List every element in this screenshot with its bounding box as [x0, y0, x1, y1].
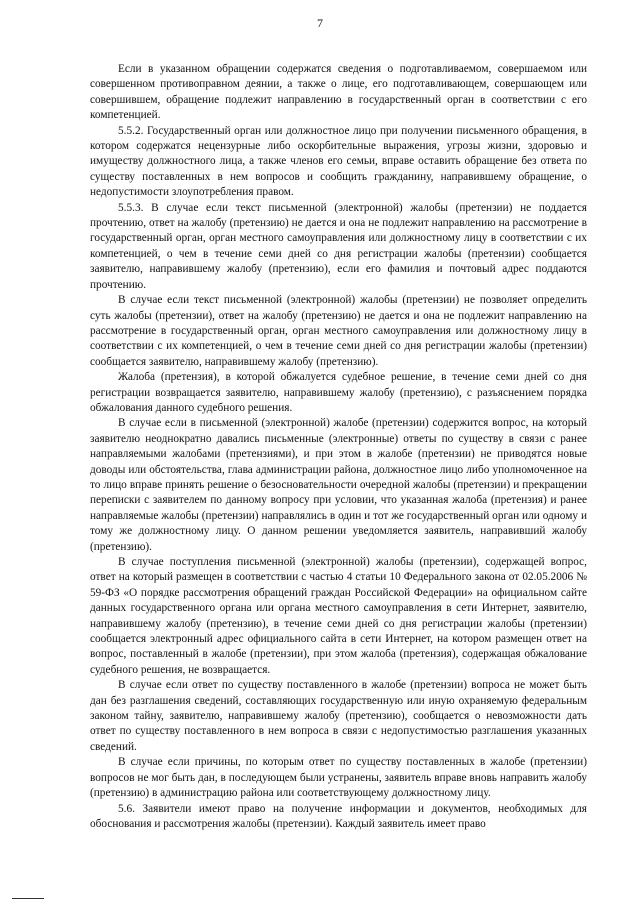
paragraph: В случае если ответ по существу поставленного в жалобе (претензии) вопроса не может быть дан без разглашения сведений, составляющих государственную или иную охраняемую федеральным законом тайну, заявителю, направившему жалобу (претензию), сообщается о невозможности дать ответ по существу поставленного в нем вопроса в связи с недопустимостью разглашения указанных сведений.	[90, 679, 587, 753]
document-body	[90, 62, 587, 832]
paragraph: 5.5.2. Государственный орган или должностное лицо при получении письменного обращения, в котором содержатся нецензурные либо оскорбительные выражения, угрозы жизни, здоровью и имуществу должностного лица, а также членов его семьи, вправе оставить обращение без ответа по существу поставленных в нем вопросов и сообщить гражданину, направившему обращение, о недопустимости злоупотребления правом.	[90, 124, 587, 199]
paragraph: В случае если причины, по которым ответ по существу поставленных в жалобе (претензии) вопросов не мог быть дан, в последующем были устранены, заявитель вправе вновь направить жалобу (претензию) в администрацию района или соответствующему должностному лицу.	[90, 756, 587, 800]
paragraph: В случае если в письменной (электронной) жалобе (претензии) содержится вопрос, на который заявителю неоднократно давались письменные (электронные) ответы по существу в связи с ранее направляемыми жалобами (претензиями), и при этом в жалобе (претензии) не приводятся новые доводы или обстоятельства, глава администрации района, должностное лицо либо уполномоченное на то лицо вправе принять решение о безосновательности очередной жалобы (претензии) и прекращении переписки с заявителем по данному вопросу при условии, что указанная жалоба (претензия) и ранее направляемые жалобы (претензии) направлялись в один и тот же государственный орган или одному и тому же должностному лицу. О данном решении уведомляется заявитель, направивший жалобу (претензию).	[90, 417, 587, 553]
paragraph: Если в указанном обращении содержатся сведения о подготавливаемом, совершаемом или совершенном противоправном деянии, а также о лице, его подготавливающем, совершающем или совершившем, обращение подлежит направлению в государственный орган в соответствии с его компетенцией.	[90, 63, 587, 122]
paragraph: Жалоба (претензия), в которой обжалуется судебное решение, в течение семи дней со дня регистрации возвращается заявителю, направившему жалобу (претензию), с разъяснением порядка обжалования данного судебного решения.	[90, 371, 587, 414]
paragraph: 5.5.3. В случае если текст письменной (электронной) жалобы (претензии) не поддается прочтению, ответ на жалобу (претензию) не дается и она не подлежит направлению на рассмотрение в государственный орган, орган местного самоуправления или должностному лицу в соответствии с их компетенцией, о чем в течение семи дней со дня регистрации жалобы (претензии) сообщается заявителю, направившему жалобу (претензию), если его фамилия и почтовый адрес поддаются прочтению.	[90, 201, 587, 291]
paragraph: В случае если текст письменной (электронной) жалобы (претензии) не позволяет определить суть жалобы (претензии), ответ на жалобу (претензию) не дается и она не подлежит направлению на рассмотрение в государственный орган, орган местного самоуправления или должностному лицу в соответствии с их компетенцией, о чем в течение семи дней со дня регистрации жалобы (претензии) сообщается заявителю, направившему жалобу (претензию).	[90, 294, 587, 368]
paragraph: В случае поступления письменной (электронной) жалобы (претензии), содержащей вопрос, ответ на который размещен в соответствии с частью 4 статьи 10 Федерального закона от 02.05.2006 № 59-ФЗ «О порядке рассмотрения обращений граждан Российской Федерации» на официальном сайте данных государственного органа или органа местного самоуправления в сети Интернет, заявителю, направившему жалобу (претензию), в течение семи дней со дня регистрации жалобы (претензии) сообщается электронный адрес официального сайта в сети Интернет, на котором размещен ответ на вопрос, поставленный в жалобе (претензии), при этом жалоба (претензия), содержащая обжалование судебного решения, не возвращается.	[90, 556, 587, 676]
paragraph: 5.6. Заявители имеют право на получение информации и документов, необходимых для обоснования и рассмотрения жалобы (претензии). Каждый заявитель имеет право	[90, 802, 587, 830]
footer-divider	[12, 898, 44, 899]
page-number: 7	[317, 16, 323, 30]
